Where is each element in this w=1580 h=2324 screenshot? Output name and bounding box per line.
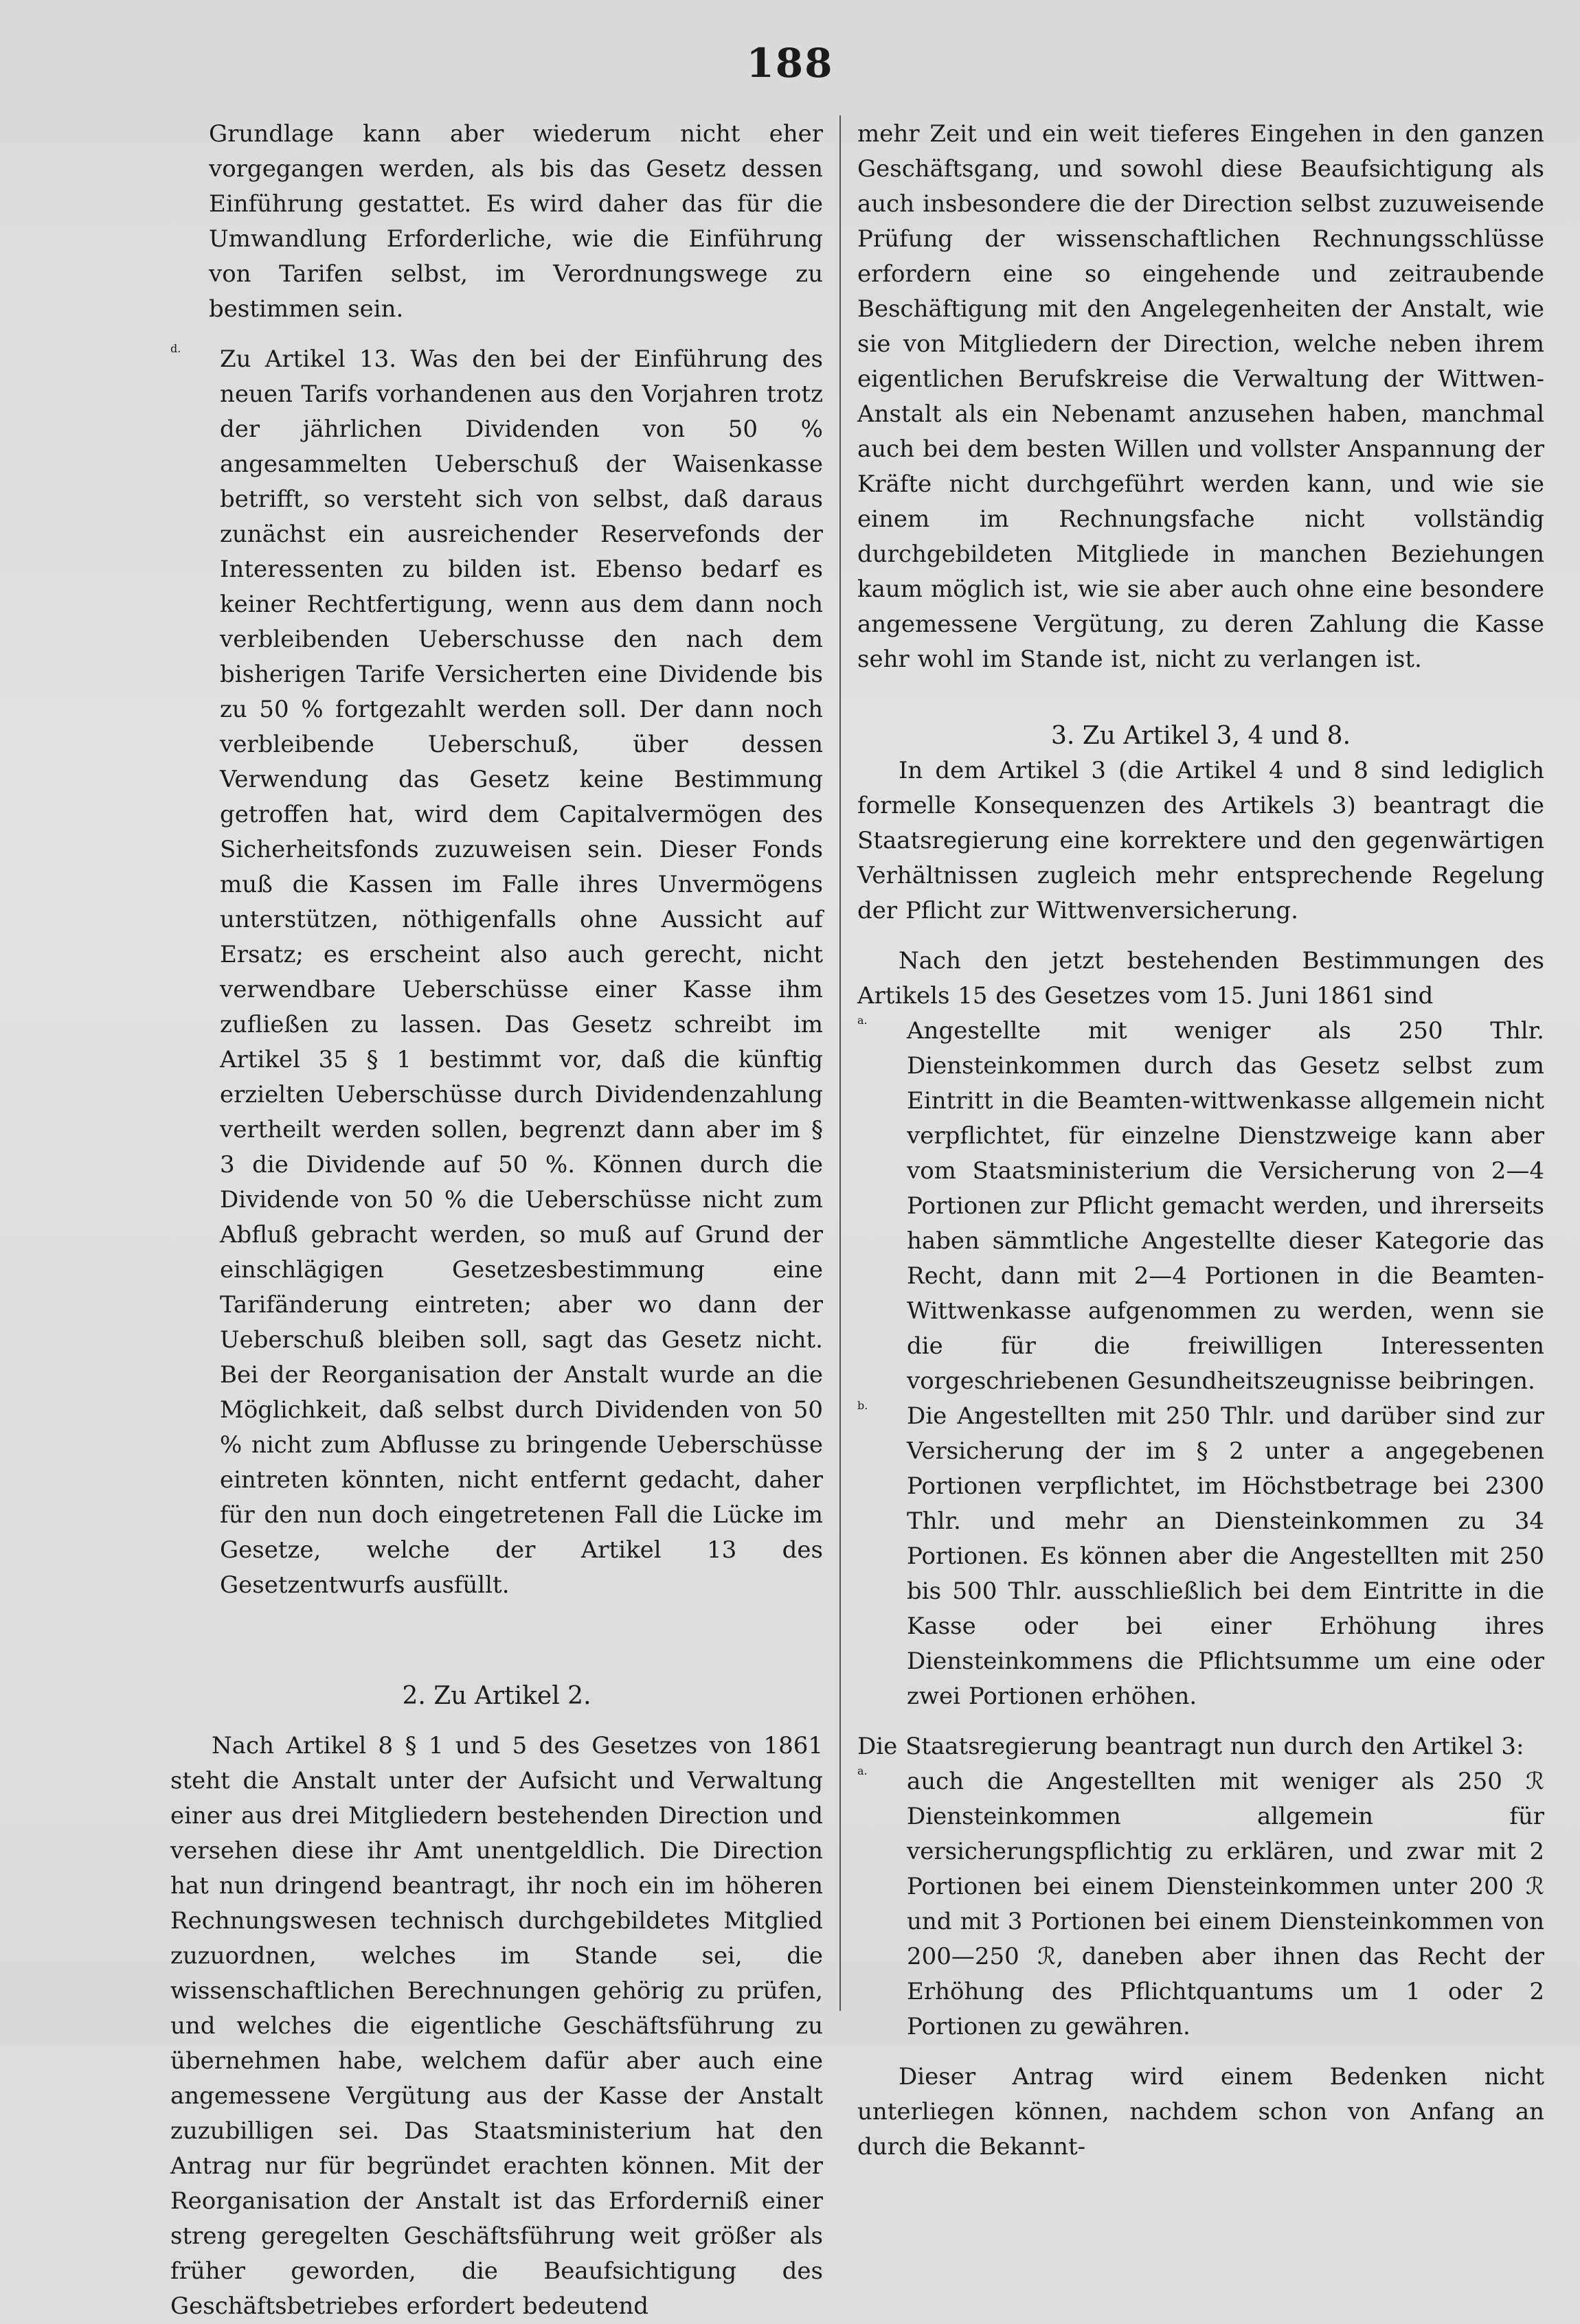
section-heading-2: 2. Zu Artikel 2.: [402, 1682, 591, 1710]
section-2-continued: mehr Zeit und ein weit tieferes Eingehen in den ganzen Geschäftsgang, und sowohl diese Beaufsichtigung als auch insbesondere die der Direction selbst zuzuweisende Prüfung der wissenschaftlichen Rechnungsschlüsse erfordern eine so eingehende und zeitraubende Beschäftigung mit den Angelegenheiten der Anstalt, wie sie von Mitgliedern der Direction, welche neben ihrem eigentlichen Berufskreise die Verwaltung der Wittwen-Anstalt als ein Nebenamt anzusehen haben, manchmal auch bei dem besten Willen und vollster Anspannung der Kräfte nicht durchgeführt werden kann, und wie sie einem im Rechnungsfache nicht vollständig durchgebildeten Mitgliede in manchen Beziehungen kaum möglich ist, wie sie aber auch ohne eine besondere angemessene Vergütung, zu deren Zahlung die Kasse sehr wohl im Stande ist, nicht zu verlangen ist.: [857, 120, 1544, 673]
section-3-paragraph-4: Dieser Antrag wird einem Bedenken nicht unterliegen können, nachdem schon von Anfang an durch die Bekannt-: [857, 2063, 1544, 2161]
left-column: [170, 117, 823, 2324]
item-a-current-label: a.: [857, 1014, 868, 1027]
item-a-current-text: Angestellte mit weniger als 250 Thlr. Diensteinkommen durch das Gesetz selbst zum Eintritt in die Beamten-wittwenkasse allgemein nicht verpflichtet, für einzelne Dienstzweige kann aber vom Staatsministerium die Versicherung von 2—4 Portionen zur Pflicht gemacht werden, und ihrerseits haben sämmtliche Angestellte dieser Kategorie das Recht, dann mit 2—4 Portionen in die Beamten-Wittwenkasse aufgenommen zu werden, wenn sie die für die freiwilligen Interessenten vorgeschriebenen Gesundheitszeugnisse beibringen.: [907, 1017, 1544, 1395]
section-2-paragraph: Nach Artikel 8 § 1 und 5 des Gesetzes von 1861 steht die Anstalt unter der Aufsicht und Verwaltung einer aus drei Mitgliedern bestehenden Direction und versehen diese ihr Amt unentgeldlich. Die Direction hat nun dringend beantragt, ihr noch ein im höheren Rechnungswesen technisch durchgebildetes Mitglied zuzuordnen, welches im Stande sei, die wissenschaftlichen Berechnungen gehörig zu prüfen, und welches die eigentliche Geschäftsführung zu übernehmen habe, welchem dafür aber auch eine angemessene Vergütung aus der Kasse der Anstalt zuzubilligen sei. Das Staatsministerium hat den Antrag nur für begründet erachten können. Mit der Reorganisation der Anstalt ist das Erforderniß einer streng geregelten Geschäftsführung weit größer als früher geworden, die Beaufsichtigung des Geschäftsbetriebes erfordert bedeutend: [170, 1732, 823, 2320]
page-number: 188: [746, 40, 834, 87]
item-b-current-text: Die Angestellten mit 250 Thlr. und darüber sind zur Versicherung der im § 2 unter a angegebenen Portionen verpflichtet, im Höchstbetrage bei 2300 Thlr. und mehr an Diensteinkommen zu 34 Portionen. Es können aber die Angestellten mit 250 bis 500 Thlr. ausschließlich bei dem Eintritte in die Kasse oder bei einer Erhöhung ihres Diensteinkommens die Pflichtsumme um eine oder zwei Portionen erhöhen.: [907, 1402, 1544, 1710]
section-3-paragraph-2: Nach den jetzt bestehenden Bestimmungen des Artikels 15 des Gesetzes vom 15. Juni 1861 sind: [857, 947, 1544, 1010]
item-a-proposed-text: auch die Angestellten mit weniger als 250 ℛ Diensteinkommen allgemein für versicherungspflichtig zu erklären, und zwar mit 2 Portionen bei einem Diensteinkommen unter 200 ℛ und mit 3 Portionen bei einem Diensteinkommen von 200—250 ℛ, daneben aber ihnen das Recht der Erhöhung des Pflichtquantums um 1 oder 2 Portionen zu gewähren.: [907, 1768, 1544, 2040]
paragraph-c-continued: Grundlage kann aber wiederum nicht eher vorgegangen werden, als bis das Gesetz dessen Einführung gestattet. Es wird daher das für die Umwandlung Erforderliche, wie die Einführung von Tarifen selbst, im Verordnungswege zu bestimmen sein.: [209, 120, 823, 323]
section-heading-3: 3. Zu Artikel 3, 4 und 8.: [1050, 722, 1351, 750]
item-d: [170, 342, 823, 1603]
right-column: [857, 117, 1544, 2165]
item-a-proposed-label: a.: [857, 1764, 868, 1777]
item-d-label: d.: [170, 342, 181, 355]
column-divider: [839, 115, 841, 2011]
section-3-paragraph-1: In dem Artikel 3 (die Artikel 4 und 8 sind lediglich formelle Konsequenzen des Artikels 3) beantragt die Staatsregierung eine korrektere und den gegenwärtigen Verhältnissen zugleich mehr entsprechende Regelung der Pflicht zur Wittwenversicherung.: [857, 757, 1544, 924]
item-a-current: [857, 1014, 1544, 1399]
item-b-current-label: b.: [857, 1399, 868, 1412]
section-3-paragraph-3: Die Staatsregierung beantragt nun durch den Artikel 3:: [857, 1733, 1524, 1760]
item-b-current: [857, 1399, 1544, 1714]
item-d-text: Zu Artikel 13. Was den bei der Einführung des neuen Tarifs vorhandenen aus den Vorjahren trotz der jährlichen Dividenden von 50 % angesammelten Ueberschuß der Waisenkasse betrifft, so versteht sich von selbst, daß daraus zunächst ein ausreichender Reservefonds der Interessenten zu bilden ist. Ebenso bedarf es keiner Rechtfertigung, wenn aus dem dann noch verbleibenden Ueberschusse den nach dem bisherigen Tarife Versicherten eine Dividende bis zu 50 % fortgezahlt werden soll. Der dann noch verbleibende Ueberschuß, über dessen Verwendung das Gesetz keine Bestimmung getroffen hat, wird dem Capitalvermögen des Sicherheitsfonds zuzuweisen sein. Dieser Fonds muß die Kassen im Falle ihres Unvermögens unterstützen, nöthigenfalls ohne Aussicht auf Ersatz; es erscheint also auch gerecht, nicht verwendbare Ueberschüsse einer Kasse ihm zufließen zu lassen. Das Gesetz schreibt im Artikel 35 § 1 bestimmt vor, daß die künftig erzielten Ueberschüsse durch Dividendenzahlung vertheilt werden sollen, begrenzt dann aber im § 3 die Dividende auf 50 %. Können durch die Dividende von 50 % die Ueberschüsse nicht zum Abfluß gebracht werden, so muß auf Grund der einschlägigen Gesetzesbestimmung eine Tarifänderung eintreten; aber wo dann der Ueberschuß bleiben soll, sagt das Gesetz nicht. Bei der Reorganisation der Anstalt wurde an die Möglichkeit, daß selbst durch Dividenden von 50 % nicht zum Abflusse zu bringende Ueberschüsse eintreten könnten, nicht entfernt gedacht, daher für den nun doch eingetretenen Fall die Lücke im Gesetze, welche der Artikel 13 des Gesetzentwurfs ausfüllt.: [220, 345, 823, 1599]
item-a-proposed: [857, 1764, 1544, 2044]
